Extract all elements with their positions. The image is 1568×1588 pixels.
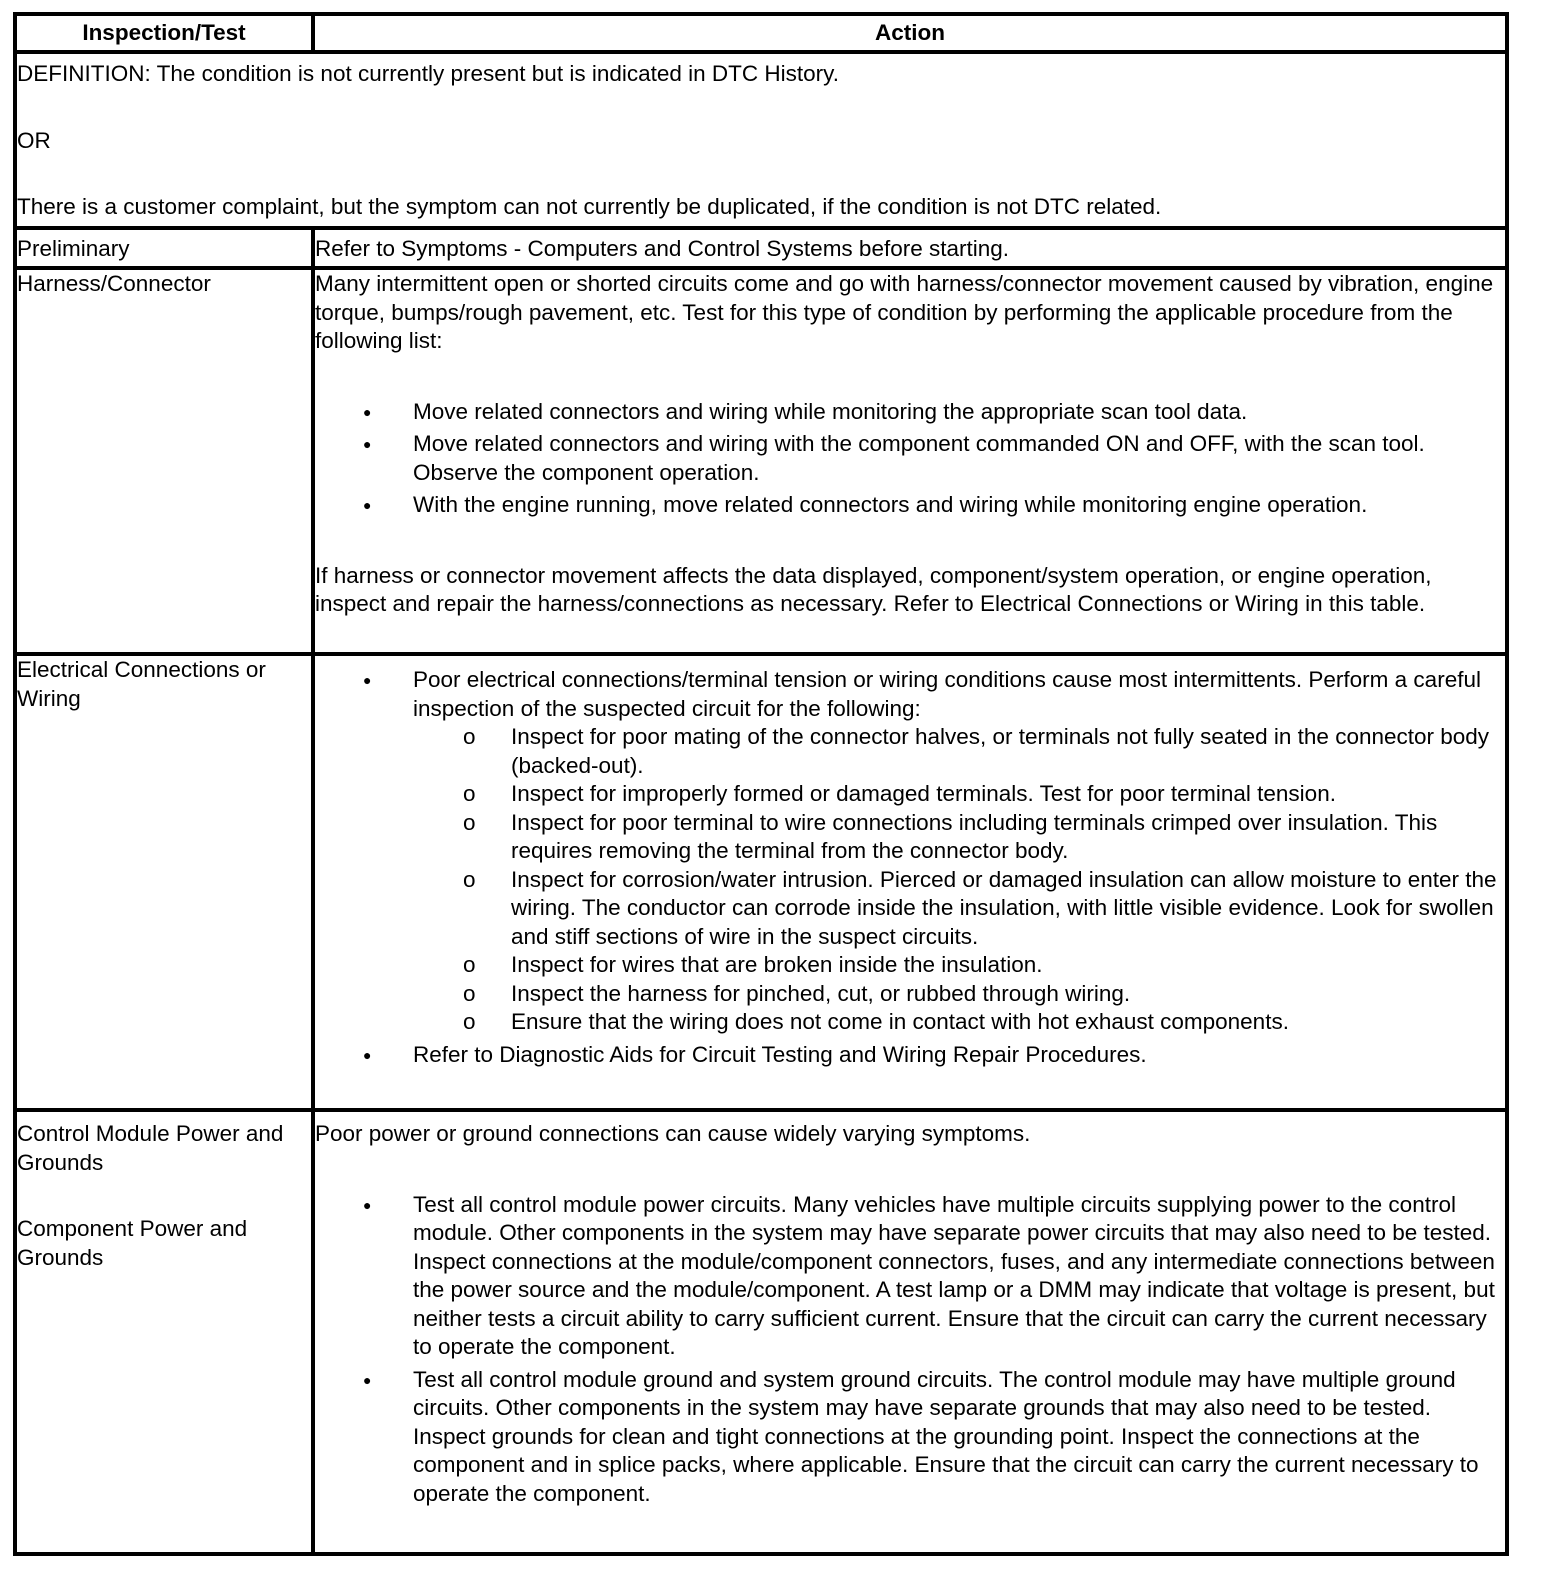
header-row [15,14,1507,52]
preliminary-label: Preliminary [15,228,313,268]
definition-cell [15,52,1507,228]
power-bullet-list [315,1191,1505,1509]
list-item: o Inspect for poor terminal to wire connections including terminals crimped over insulation. This requires removing the terminal from the connector body. [411,809,1505,866]
list-item: ● Test all control module ground and system ground circuits. The control module may have multiple ground circuits. Other components in the system may have separate grounds that may also need to be tested. Inspect grounds for clean and tight connections at the grounding point. Inspect the connections at the component and in splice packs, where applicable. Ensure that the circuit can carry the current necessary to operate the component. [315,1366,1505,1509]
list-item: ● Move related connectors and wiring with the component commanded ON and OFF, with the scan tool. Observe the component operation. [315,430,1505,487]
harness-intro: Many intermittent open or shorted circuits come and go with harness/connector movement caused by vibration, engine torque, bumps/rough pavement, etc. Test for this type of condition by performing the applicable procedure from the following list: [315,271,1494,353]
power-action [313,1110,1507,1554]
power-row [15,1110,1507,1554]
definition-complaint: There is a customer complaint, but the symptom can not currently be duplicated, if the condition is not DTC related. [17,194,1162,219]
power-intro: Poor power or ground connections can cause widely varying symptoms. [315,1121,1031,1146]
electrical-row [15,654,1507,1110]
list-item: o Inspect for corrosion/water intrusion. Pierced or damaged insulation can allow moisture to enter the wiring. The conductor can corrode inside the insulation, with little visible evidence. Look for swollen and stiff sections of wire in the suspect circuits. [411,866,1505,952]
list-item: ● With the engine running, move related connectors and wiring while monitoring engine operation. [315,491,1505,520]
preliminary-row [15,228,1507,268]
harness-outro: If harness or connector movement affects the data displayed, component/system operation, or engine operation, inspect and repair the harness/connections as necessary. Refer to Electrical Connections or Wiring in this table. [315,562,1432,616]
harness-bullet-list [315,398,1505,520]
list-item: o Inspect for improperly formed or damaged terminals. Test for poor terminal tension. [411,780,1505,809]
list-item: o Ensure that the wiring does not come in contact with hot exhaust components. [411,1008,1505,1037]
harness-row [15,268,1507,654]
list-item: ● Refer to Diagnostic Aids for Circuit Testing and Wiring Repair Procedures. [315,1041,1505,1070]
preliminary-action: Refer to Symptoms - Computers and Control Systems before starting. [313,228,1507,268]
list-item: o Inspect for wires that are broken inside the insulation. [411,951,1505,980]
harness-action [313,268,1507,654]
header-inspection-test: Inspection/Test [15,14,313,52]
list-item: ● Move related connectors and wiring while monitoring the appropriate scan tool data. [315,398,1505,427]
header-action: Action [313,14,1507,52]
list-item: o Inspect the harness for pinched, cut, or rubbed through wiring. [411,980,1505,1009]
definition-or: OR [17,127,51,153]
electrical-label: Electrical Connections or Wiring [15,654,313,1110]
list-item: ● Test all control module power circuits. Many vehicles have multiple circuits supplying power to the control module. Other components in the system may have separate power circuits that may also need to be tested. Inspect connections at the module/component connectors, fuses, and any intermediate connections between the power source and the module/component. A test lamp or a DMM may indicate that voltage is present, but neither tests a circuit ability to carry sufficient current. Ensure that the circuit can carry the current necessary to operate the component. [315,1191,1505,1362]
list-item [315,666,1505,1037]
list-item: o Inspect for poor mating of the connector halves, or terminals not fully seated in the connector body (backed-out). [411,723,1505,780]
power-label-component: Component Power and Grounds [17,1216,248,1270]
power-label-control-module: Control Module Power and Grounds [17,1121,284,1175]
harness-label: Harness/Connector [15,268,313,654]
definition-row [15,52,1507,228]
electrical-action [313,654,1507,1110]
electrical-bullet-list [315,666,1505,1069]
electrical-sub-list [413,723,1505,1037]
definition-text: DEFINITION: The condition is not currently present but is indicated in DTC History. [17,61,839,86]
inspection-table [13,12,1509,1556]
electrical-bullet-text: Poor electrical connections/terminal tension or wiring conditions cause most intermittents. Perform a careful inspection of the suspected circuit for the following: [413,667,1481,721]
power-label-cell [15,1110,313,1554]
